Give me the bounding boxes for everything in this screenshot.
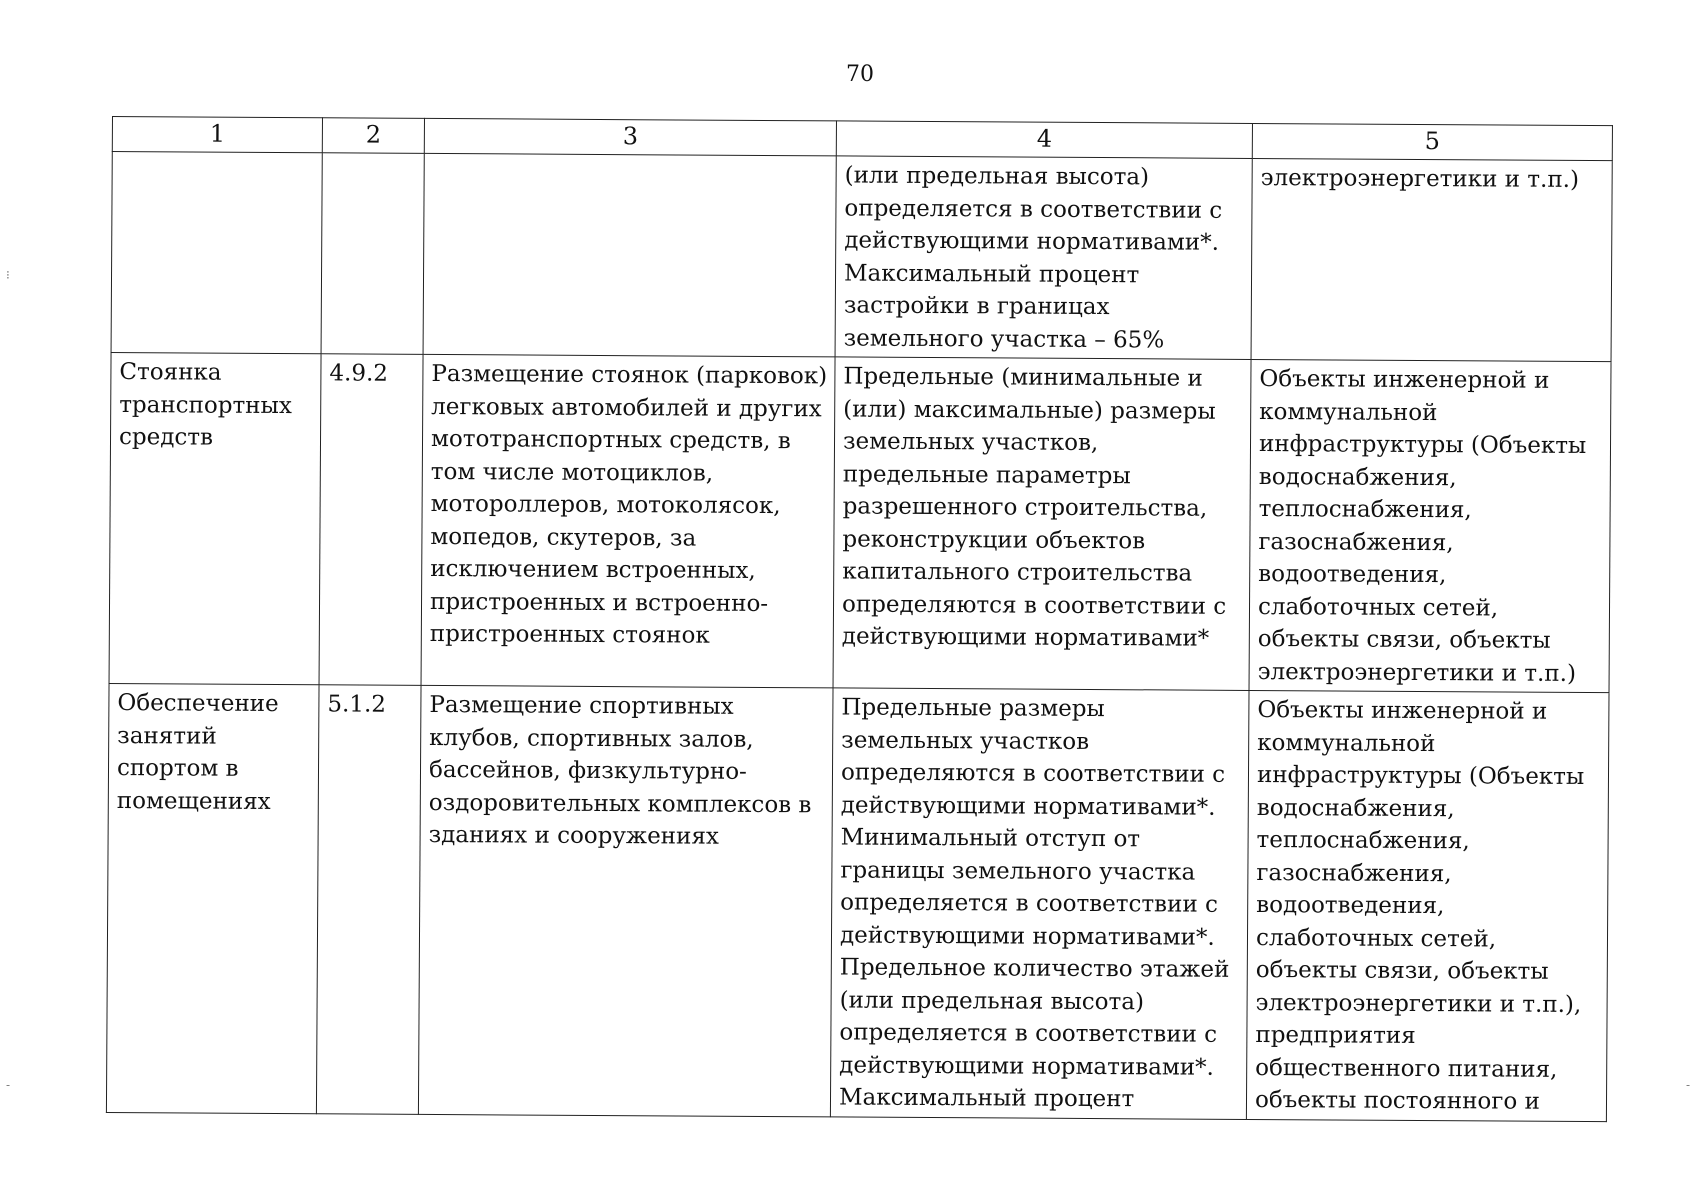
cell-line: объекты связи, объекты (1257, 626, 1551, 654)
cell-line: инфраструктуры (Объекты (1256, 762, 1585, 791)
cell-line: общественного питания, (1255, 1054, 1558, 1083)
cell-line: разрешенного строительства, (842, 493, 1208, 522)
cell-line: бассейнов, физкультурно- (428, 756, 747, 785)
cell-line: объекты связи, объекты (1255, 957, 1549, 985)
cell-line: занятий (117, 722, 217, 750)
parameters-cell (830, 688, 1249, 1119)
cell-line: предельные параметры (842, 460, 1131, 489)
cell-line: пристроенных и встроенно- (429, 588, 769, 617)
use-code-cell: 5.1.2 (316, 685, 421, 1114)
cell-line: мопедов, скутеров, за (430, 523, 697, 552)
cell-line: (или) максимальные) размеры (843, 395, 1216, 425)
cell-line: реконструкции объектов (842, 525, 1146, 554)
cell-line: капитального строительства (842, 558, 1193, 587)
cell-line: газоснабжения, (1256, 859, 1452, 887)
cell-line: слаботочных сетей, (1255, 924, 1497, 952)
cell-line: застройки в границах (843, 292, 1110, 321)
accessory-uses-cell (1246, 690, 1609, 1121)
cell-line: газоснабжения, (1258, 528, 1454, 556)
cell-line: водоснабжения, (1256, 794, 1455, 822)
cell-line: Стоянка (119, 359, 222, 386)
cell-line: легковых автомобилей и других (431, 393, 822, 422)
land-use-table (106, 116, 1613, 1122)
cell-line: Предельные (минимальные и (843, 363, 1203, 392)
parameters-cell (835, 156, 1252, 360)
cell-line: Объекты инженерной и (1257, 697, 1548, 725)
cell-line: теплоснабжения, (1258, 496, 1472, 524)
cell-line: коммунальной (1259, 398, 1438, 426)
cell-line: границы земельного участка (840, 856, 1196, 886)
cell-line: (или предельная высота) (839, 986, 1145, 1015)
cell-line: водоотведения, (1256, 892, 1445, 920)
page-number: 70 (846, 62, 874, 87)
cell-line: Размещение спортивных (429, 691, 734, 720)
cell-line: определяется в соответствии с (840, 889, 1218, 918)
cell-line: земельных участков (841, 726, 1090, 755)
cell-line: Максимальный процент (838, 1084, 1135, 1113)
cell-line: исключением встроенных, (430, 555, 756, 584)
cell-line: водоснабжения, (1258, 463, 1457, 491)
scan-speck: - (1686, 1078, 1691, 1092)
cell-line: действующими нормативами*. (839, 921, 1215, 951)
use-description-cell (421, 354, 835, 688)
accessory-uses-cell (1251, 158, 1612, 361)
use-description-cell (423, 153, 836, 357)
table-row (111, 152, 1612, 362)
scan-speck: ⁝ (6, 268, 10, 282)
cell-line: Объекты инженерной и (1259, 366, 1550, 394)
cell-line: определяются в соответствии с (841, 590, 1227, 620)
use-name-cell (106, 683, 319, 1113)
cell-line: том числе мотоциклов, (430, 458, 714, 487)
cell-line: действующими нормативами*. (844, 227, 1220, 256)
cell-line: коммунальной (1257, 729, 1436, 757)
cell-line: Обеспечение (117, 690, 279, 718)
cell-line: действующими нормативами*. (839, 1051, 1215, 1081)
use-name-cell (109, 352, 321, 684)
cell-line: (или предельная высота) (844, 162, 1150, 191)
cell-line: водоотведения, (1258, 561, 1447, 589)
cell-line: транспортных (119, 391, 292, 419)
cell-line: средств (118, 424, 214, 451)
cell-line: пристроенных стоянок (429, 620, 710, 649)
cell-line: мотороллеров, мотоколясок, (430, 490, 781, 520)
cell-line: клубов, спортивных залов, (429, 724, 754, 753)
column-header: 1 (112, 117, 322, 153)
cell-line: действующими нормативами* (841, 623, 1210, 652)
cell-line: действующими нормативами*. (840, 791, 1216, 821)
cell-line: электроэнергетики и т.п.) (1260, 165, 1580, 193)
cell-line: слаботочных сетей, (1257, 593, 1499, 621)
cell-line: объекты постоянного и (1254, 1087, 1540, 1115)
column-header: 5 (1252, 123, 1612, 160)
cell-line: мототранспортных средств, в (430, 425, 791, 455)
table-row (109, 352, 1611, 692)
cell-line: Максимальный процент (843, 259, 1140, 288)
cell-line: зданиях и сооружениях (428, 821, 719, 850)
cell-line: Минимальный отступ от (840, 824, 1141, 853)
cell-line: земельных участков, (842, 428, 1099, 457)
cell-line: электроэнергетики и т.п.), (1255, 989, 1582, 1018)
cell-line: определяется в соответствии с (839, 1019, 1218, 1048)
cell-line: теплоснабжения, (1256, 827, 1470, 855)
use-name-cell (111, 152, 322, 354)
use-code-cell: 4.9.2 (319, 354, 423, 686)
accessory-uses-cell (1249, 359, 1611, 692)
cell-line: предприятия (1255, 1022, 1416, 1049)
use-description-cell (418, 685, 833, 1116)
scan-speck: - (6, 1078, 11, 1092)
table-row (106, 683, 1609, 1121)
use-code-cell (321, 153, 424, 355)
cell-line: Предельные размеры (841, 694, 1105, 723)
cell-line: Размещение стоянок (парковок) (431, 360, 828, 390)
cell-line: определяются в соответствии с (840, 759, 1226, 788)
cell-line: определяется в соответствии с (844, 194, 1223, 224)
cell-line: Предельное количество этажей (839, 954, 1230, 983)
column-header: 2 (322, 118, 424, 154)
column-header: 3 (424, 118, 836, 156)
cell-line: спортом в (116, 755, 239, 782)
column-header: 4 (836, 121, 1252, 159)
parameters-cell (833, 357, 1251, 691)
cell-line: оздоровительных комплексов в (428, 789, 812, 818)
cell-line: электроэнергетики и т.п.) (1257, 658, 1577, 687)
cell-line: помещениях (116, 787, 271, 815)
cell-line: земельного участка – 65% (843, 324, 1165, 353)
cell-line: инфраструктуры (Объекты (1258, 431, 1587, 460)
